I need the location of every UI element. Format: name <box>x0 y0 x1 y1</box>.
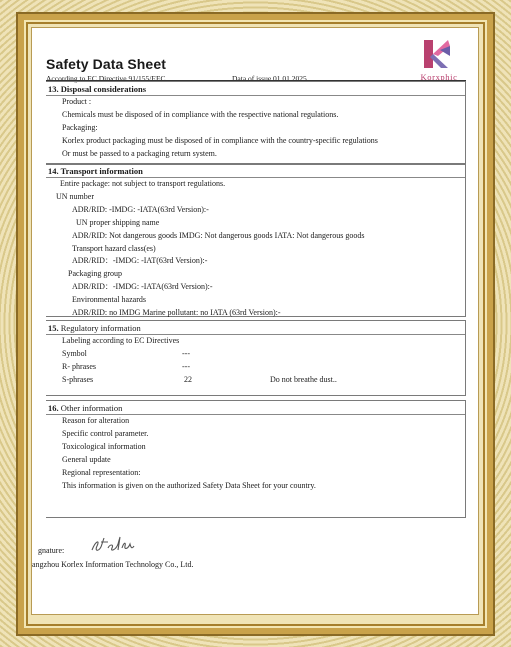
section-number: 15. <box>48 323 59 333</box>
text-line: ADR/RID：-IMDG: -IAT(63rd Version):- <box>72 256 208 266</box>
logo-icon <box>422 38 452 70</box>
text-line: This information is given on the authorized Safety Data Sheet for your country. <box>62 480 316 490</box>
s-phrases-text: Do not breathe dust.. <box>270 374 337 384</box>
text-line: Chemicals must be disposed of in compliance with the respective national regulations. <box>62 109 339 119</box>
symbol-label: Symbol <box>62 348 87 358</box>
document-title: Safety Data Sheet <box>46 56 166 72</box>
document-paper <box>32 28 478 614</box>
section-transport <box>46 163 466 317</box>
s-phrases-label: S-phrases <box>62 374 94 384</box>
s-phrases-value: 22 <box>184 374 192 384</box>
text-line: Regional representation: <box>62 467 141 477</box>
text-line: ADR/RID: Not dangerous goods IMDG: Not dangerous goods IATA: Not dangerous goods <box>72 230 365 240</box>
symbol-row <box>46 348 465 361</box>
brand-logo <box>408 38 468 86</box>
r-phrases-row <box>46 361 465 374</box>
signature-label: gnature: <box>38 546 65 555</box>
issue-date: Data of issue 01.01.2025 <box>232 74 307 83</box>
directive-text: According to EC Directive 91/155/EEC <box>46 74 166 83</box>
logo-text: Korxphic <box>420 72 458 82</box>
section-title <box>46 401 465 415</box>
text-line: Entire package: not subject to transport regulations. <box>60 179 226 188</box>
r-phrases-label: R- phrases <box>62 361 96 371</box>
text-line: Reason for alteration <box>62 416 130 425</box>
section-regulatory <box>46 320 466 396</box>
text-line: General update <box>62 454 111 464</box>
text-line: Environmental hazards <box>72 295 146 305</box>
section-number: 16. <box>48 403 59 413</box>
text-line: Transport hazard class(es) <box>72 243 156 253</box>
section-disposal <box>46 81 466 165</box>
section-title: 14. Transport information <box>46 164 465 178</box>
text-line: ADR/RID：-IMDG: -IATA(63rd Version):- <box>72 282 213 292</box>
r-phrases-value: --- <box>182 361 190 371</box>
section-other <box>46 400 466 518</box>
section-title-text: Regulatory information <box>58 323 141 333</box>
text-line: Korlex product packaging must be disposed of in compliance with the country-specific regulations <box>62 135 378 145</box>
text-line: UN proper shipping name <box>76 217 160 227</box>
labeling-line: Labeling according to EC Directives <box>62 336 180 345</box>
text-line: Or must be passed to a packaging return system. <box>62 148 217 158</box>
section-title: 13. Disposal considerations <box>46 82 465 96</box>
text-line: ADR/RID: no IMDG Marine pollutant: no IATA (63rd Version):- <box>72 308 281 318</box>
section-title <box>46 321 465 335</box>
s-phrases-row <box>46 374 465 387</box>
text-line: UN number <box>56 191 94 201</box>
signature-icon <box>88 534 136 556</box>
text-line: Toxicological information <box>62 441 146 451</box>
text-line: Packaging group <box>68 269 122 279</box>
section-title-text: Other information <box>58 403 123 413</box>
text-line: ADR/RID: -IMDG: -IATA(63rd Version):- <box>72 204 209 214</box>
text-line: Specific control parameter. <box>62 428 149 438</box>
company-name: angzhou Korlex Information Technology Co., Ltd. <box>32 560 194 569</box>
text-line: Packaging: <box>62 122 98 132</box>
text-line: Product : <box>62 97 92 106</box>
symbol-value: --- <box>182 348 190 358</box>
